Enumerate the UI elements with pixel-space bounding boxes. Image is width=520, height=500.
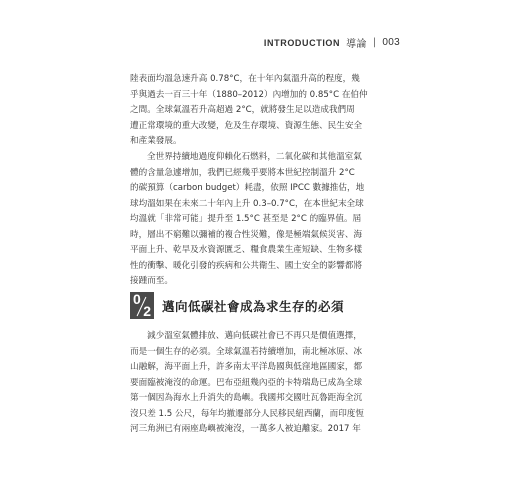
text-line: 要面臨被淹沒的命運。巴布亞紐幾內亞的卡特瑞島已成為全球 (130, 377, 363, 388)
text-line: 時，層出不窮難以彌補的複合性災難，像是極端氣候災害、海 (130, 229, 363, 240)
text-line: 第一個因為海水上升消失的島嶼。我國邦交國吐瓦魯距海全沉 (130, 393, 363, 403)
text-line: 減少溫室氣體排放、邁向低碳社會已不再只是價值選擇， (147, 331, 362, 341)
page-number: 003 (382, 37, 400, 48)
text-line: 均溫就「非常可能」提升至 1.5°C 甚至是 2°C 的臨界值。屆 (130, 214, 362, 224)
header-separator: | (372, 37, 377, 48)
paragraph-1 (130, 72, 388, 150)
text-line: 沒只差 1.5 公尺，每年均撤遷部分人民移民紐西蘭，而印度恆 (130, 408, 364, 419)
section-heading (130, 292, 344, 319)
text-line: 乎與過去一百三十年（1880–2012）內增加的 0.85°C 在伯仲 (130, 89, 368, 100)
text-line: 而是一個生存的必須。全球氣溫若持續增加，南北極冰原、冰 (130, 346, 363, 357)
text-line: 的碳預算（carbon budget）耗盡，依照 IPCC 數據推估，地 (130, 183, 365, 193)
text-line: 全世界持續地過度仰賴化石燃料，二氧化碳和其他溫室氣 (147, 152, 362, 162)
header-section-zh: 導論 (346, 39, 367, 50)
text-line: 性的衝擊、暖化引發的疾病和公共衛生、國土安全的影響都將 (130, 260, 363, 271)
badge-digit-top: 0 (133, 291, 141, 307)
text-line: 河三角洲已有兩座島嶼被淹沒，一萬多人被迫離家。2017 年 (130, 424, 361, 434)
running-header (264, 35, 400, 50)
section-title: 邁向低碳社會成為求生存的必須 (162, 298, 345, 314)
header-section-en: INTRODUCTION (263, 37, 341, 48)
text-line: 山融解，海平面上升，許多南太平洋島國與低窪地區國家，都 (130, 362, 363, 372)
badge-digit-bottom: 2 (143, 303, 151, 319)
text-line: 和產業發展。 (130, 136, 182, 146)
text-line: 接踵而至。 (130, 276, 173, 286)
text-line: 遭正常環境的重大改變，危及生存環境、資源生態、民生安全 (130, 120, 363, 131)
paragraph-2 (130, 150, 388, 290)
text-line: 之間。全球氣溫若升高超過 2°C，就將發生足以造成我們周 (130, 105, 355, 115)
paragraph-3 (130, 329, 388, 438)
text-line: 平面上升、乾旱及水資源匱乏、糧食農業生產短缺、生物多樣 (130, 245, 363, 255)
text-line: 陸表面均溫急速升高 0.78°C，在十年內氣溫升高的程度，幾 (130, 74, 360, 84)
section-number-badge (130, 292, 154, 319)
text-line: 球均溫如果在未來二十年內上升 0.3–0.7°C，在本世紀末全球 (130, 198, 364, 209)
text-line: 體的含量急遽增加，我們已經幾乎要將本世紀控制溫升 2°C (130, 167, 355, 178)
